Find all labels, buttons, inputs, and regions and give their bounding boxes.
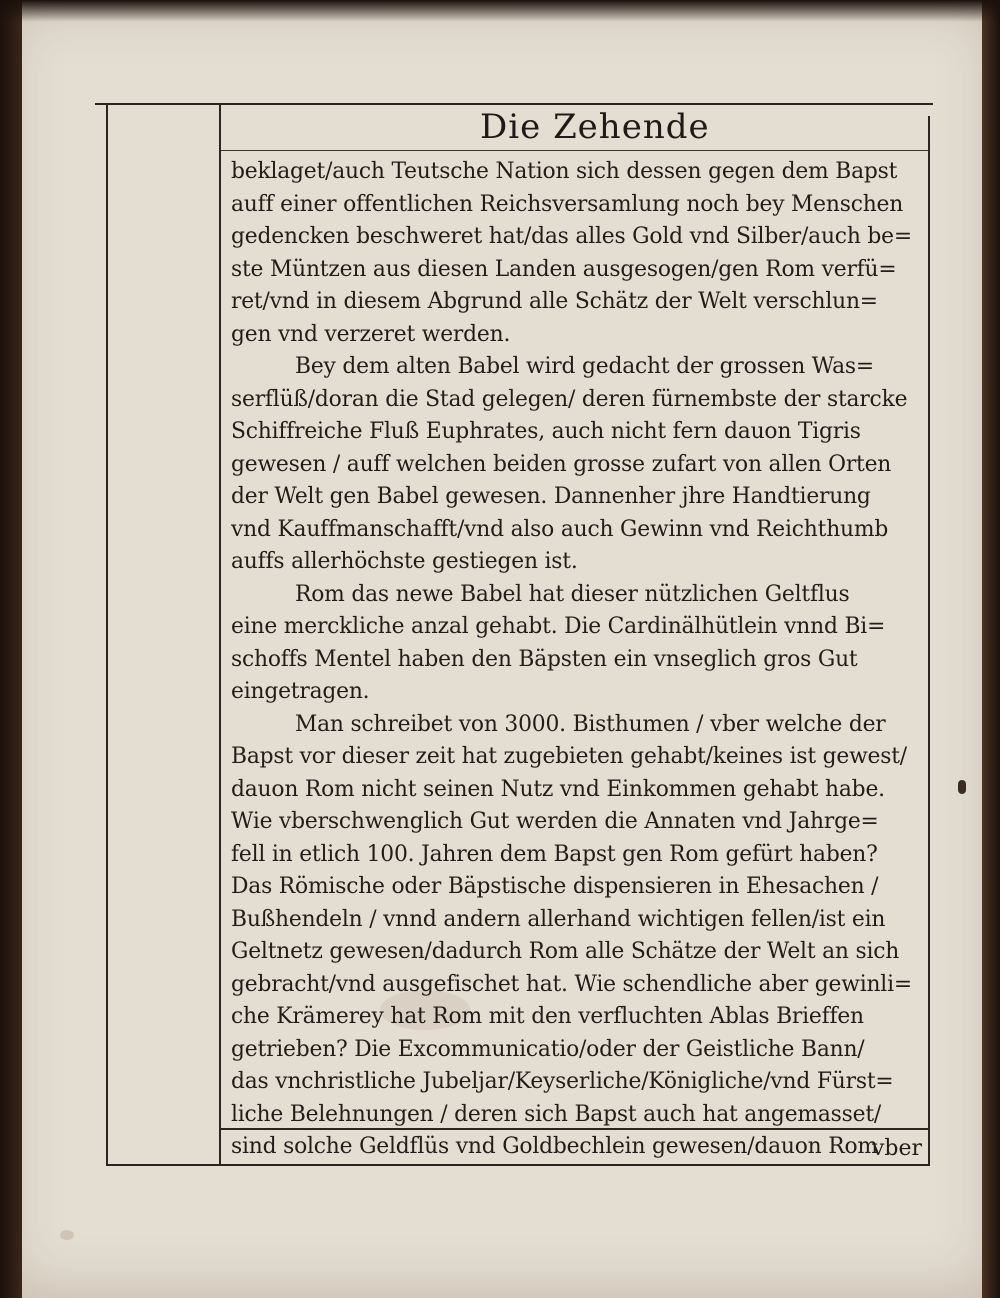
text-line: Bey dem alten Babel wird gedacht der grossen Was= xyxy=(295,354,874,379)
text-line: liche Belehnungen / deren sich Bapst auch hat angemasset/ xyxy=(231,1101,882,1127)
text-line: vnd Kauffmanschafft/vnd also auch Gewinn vnd Reichthumb xyxy=(231,516,889,542)
text-line: fell in etlich 100. Jahren dem Bapst gen Rom gefürt haben? xyxy=(231,841,878,867)
text-line: ste Müntzen aus diesen Landen ausgesogen/gen Rom verfü= xyxy=(231,256,897,282)
text-line: Bußhendeln / vnnd andern allerhand wichtigen fellen/ist ein xyxy=(231,906,886,932)
text-line: Man schreibet von 3000. Bisthumen / vber welche der xyxy=(295,711,886,737)
text-line: sind solche Geldflüs vnd Goldbechlein gewesen/dauon Rom xyxy=(231,1134,878,1159)
text-line: gedencken beschweret hat/das alles Gold vnd Silber/auch be= xyxy=(231,224,912,249)
text-line: Schiffreiche Fluß Euphrates, auch nicht fern dauon Tigris xyxy=(231,419,861,444)
header-rule xyxy=(221,150,929,151)
text-line: eingetragen. xyxy=(231,679,370,704)
body-text-block xyxy=(231,156,931,1164)
text-line: das vnchristliche Jubeljar/Keyserliche/Königliche/vnd Fürst= xyxy=(231,1069,894,1094)
text-line: gebracht/vnd ausgefischet hat. Wie schendliche aber gewinli= xyxy=(231,971,912,997)
paper-stain xyxy=(60,1230,74,1240)
binding-edge-left xyxy=(0,0,22,1298)
text-line: Das Römische oder Bäpstische dispensieren in Ehesachen / xyxy=(231,874,879,899)
catchword: vber xyxy=(872,1136,923,1161)
text-line: Wie vberschwenglich Gut werden die Annaten vnd Jahrge= xyxy=(231,809,879,834)
frame-rule-bottom xyxy=(106,1164,930,1166)
text-line: ret/vnd in diesem Abgrund alle Schätz der Welt verschlun= xyxy=(231,289,878,314)
text-line: serflüß/doran die Stad gelegen/ deren fürnembste der starcke xyxy=(231,386,908,412)
text-line: che Krämerey hat Rom mit den verfluchten Ablas Brieffen xyxy=(231,1004,864,1029)
text-line: gewesen / auff welchen beiden grosse zufart von allen Orten xyxy=(231,451,892,477)
frame-rule-left xyxy=(106,103,108,1166)
text-line: schoffs Mentel haben den Bäpsten ein vnseglich gros Gut xyxy=(231,646,858,672)
text-line: gen vnd verzeret werden. xyxy=(231,321,511,347)
page-edge-right xyxy=(982,0,1000,1298)
text-line: getrieben? Die Excommunicatio/oder der Geistliche Bann/ xyxy=(231,1036,865,1062)
text-line: beklaget/auch Teutsche Nation sich dessen gegen dem Bapst xyxy=(231,159,898,184)
text-line: Bapst vor dieser zeit hat zugebieten gehabt/keines ist gewest/ xyxy=(231,744,907,769)
text-line: dauon Rom nicht seinen Nutz vnd Einkommen gehabt habe. xyxy=(231,776,885,802)
running-head: Die Zehende xyxy=(480,107,710,147)
margin-ink-mark xyxy=(958,780,966,794)
text-line: eine merckliche anzal gehabt. Die Cardinälhütlein vnnd Bi= xyxy=(231,614,886,639)
text-line: auffs allerhöchste gestiegen ist. xyxy=(231,549,578,574)
page-edge-top xyxy=(0,0,1000,22)
margin-column-rule xyxy=(219,105,221,1164)
text-line: Rom das newe Babel hat dieser nützlichen Geltflus xyxy=(295,581,850,607)
text-line: auff einer offentlichen Reichsversamlung noch bey Menschen xyxy=(231,191,904,217)
text-line: Geltnetz gewesen/dadurch Rom alle Schätze der Welt an sich xyxy=(231,939,900,964)
text-line: der Welt gen Babel gewesen. Dannenher jhre Handtierung xyxy=(231,484,871,509)
